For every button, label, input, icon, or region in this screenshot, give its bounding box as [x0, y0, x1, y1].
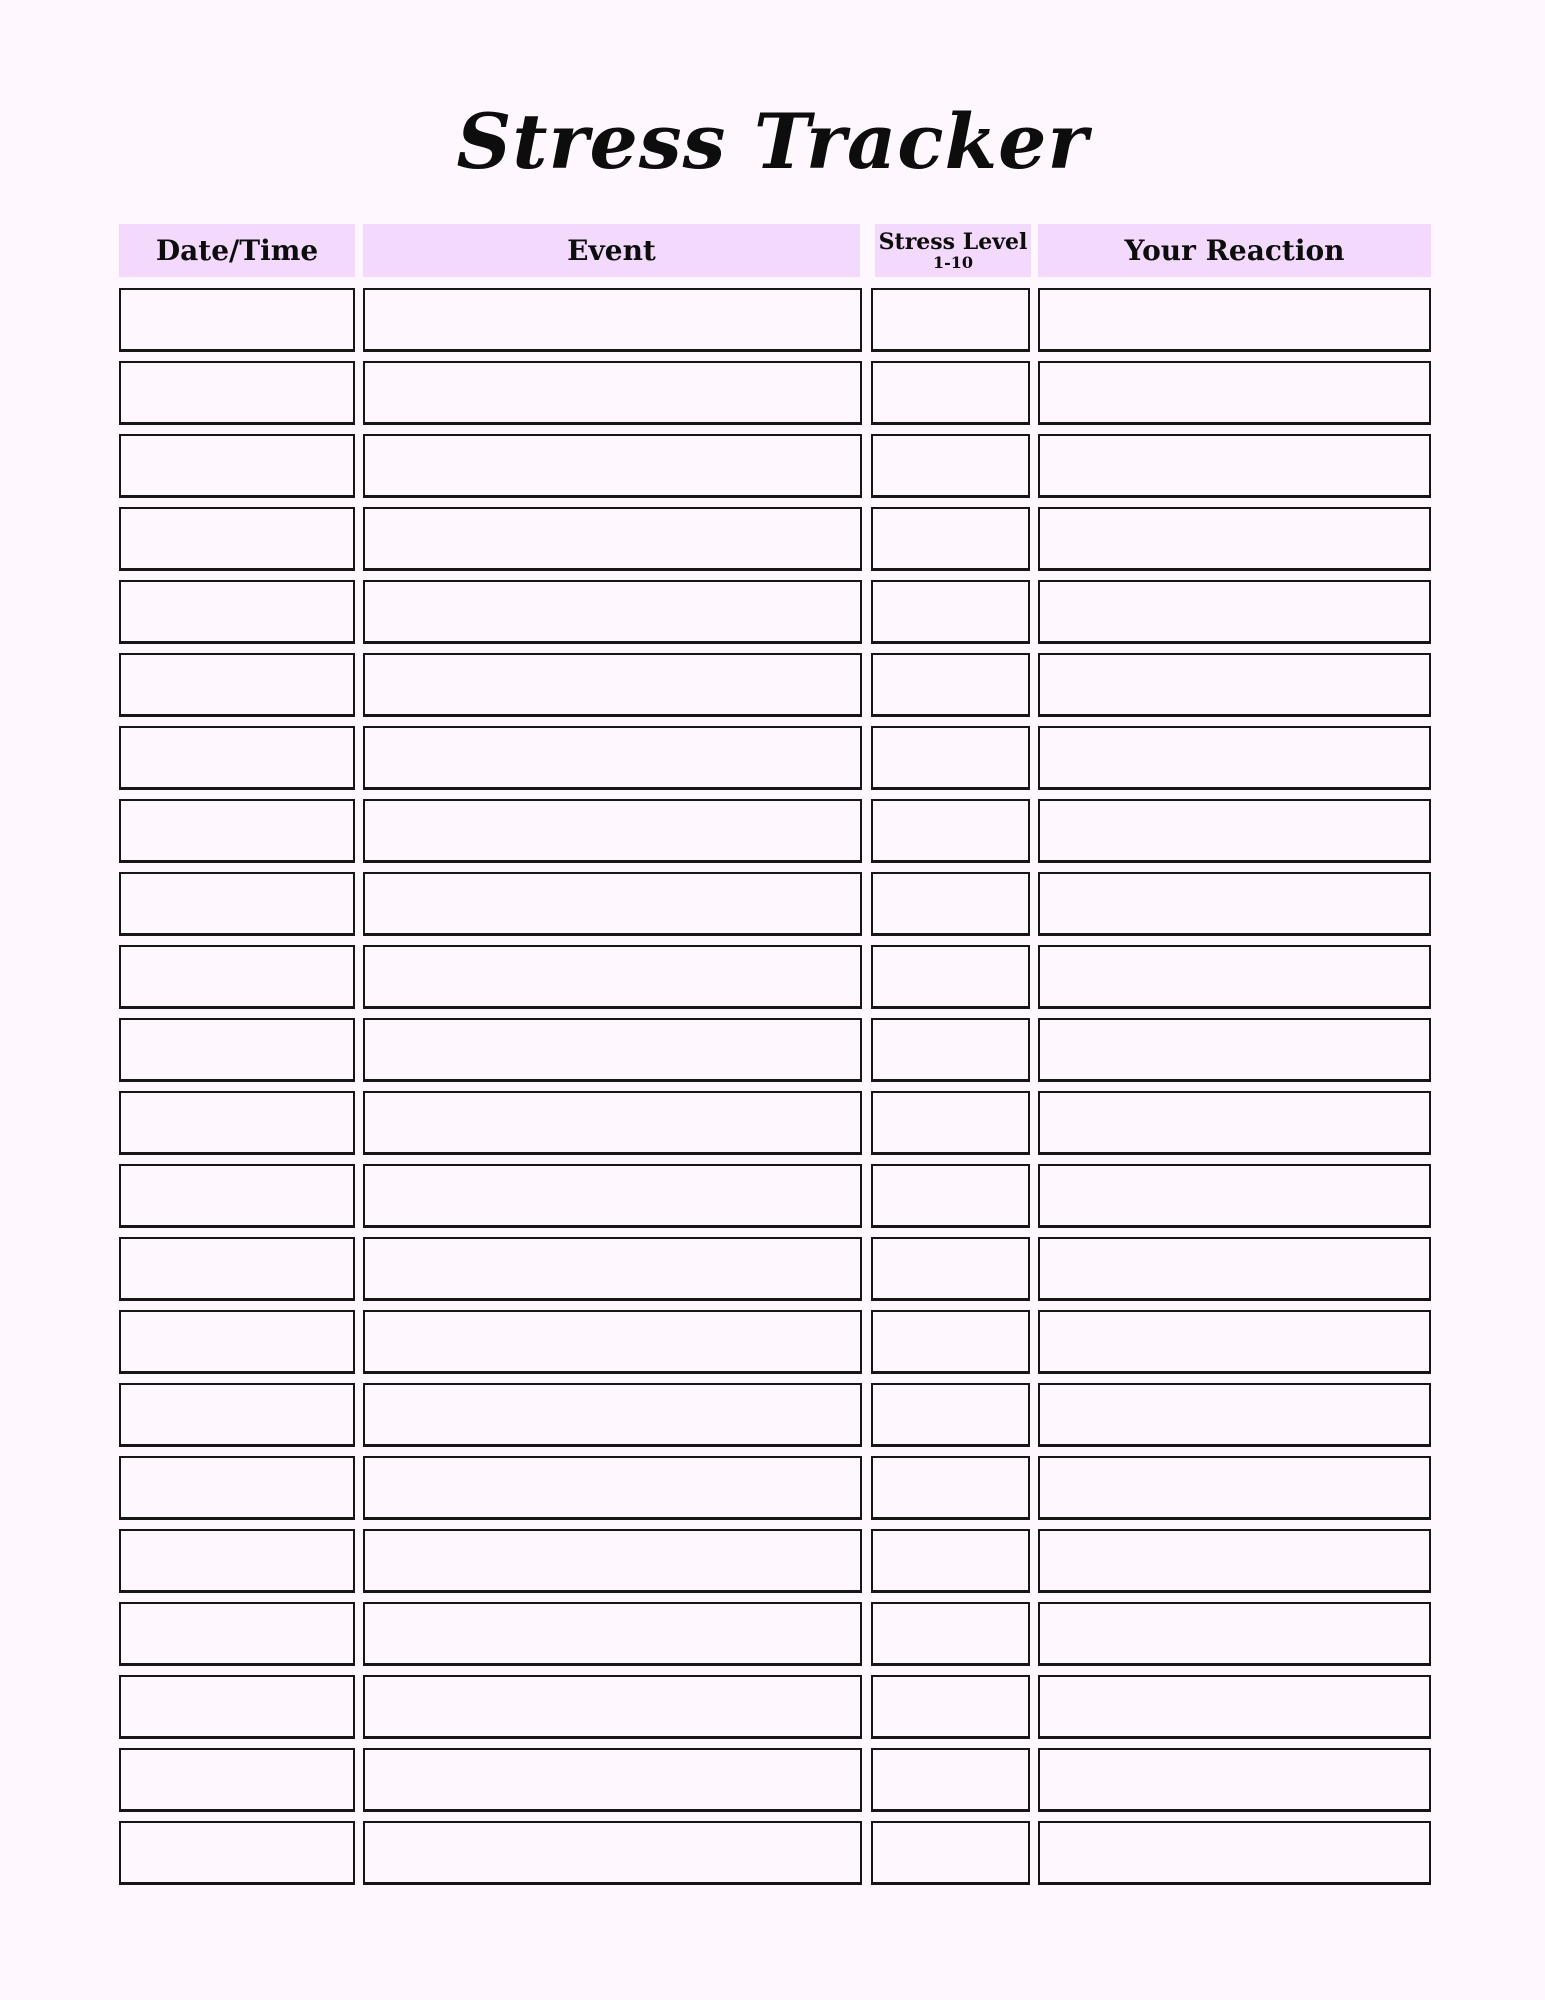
stress-level-field[interactable]: [871, 580, 1030, 644]
date-time-field[interactable]: [119, 1310, 355, 1374]
reaction-field[interactable]: [1038, 1529, 1431, 1593]
table-row: [0, 434, 1545, 498]
reaction-field[interactable]: [1038, 1602, 1431, 1666]
column-header-label: Stress Level: [878, 229, 1028, 255]
reaction-field[interactable]: [1038, 580, 1431, 644]
date-time-field[interactable]: [119, 799, 355, 863]
stress-level-field[interactable]: [871, 1237, 1030, 1301]
table-row: [0, 726, 1545, 790]
reaction-field[interactable]: [1038, 1237, 1431, 1301]
table-row: [0, 580, 1545, 644]
event-field[interactable]: [363, 1310, 862, 1374]
date-time-field[interactable]: [119, 361, 355, 425]
date-time-field[interactable]: [119, 1237, 355, 1301]
date-time-field[interactable]: [119, 653, 355, 717]
event-field[interactable]: [363, 434, 862, 498]
table-row: [0, 1821, 1545, 1885]
stress-level-field[interactable]: [871, 1821, 1030, 1885]
column-header-label: Event: [567, 234, 656, 267]
reaction-field[interactable]: [1038, 1456, 1431, 1520]
event-field[interactable]: [363, 653, 862, 717]
event-field[interactable]: [363, 580, 862, 644]
table-row: [0, 1456, 1545, 1520]
event-field[interactable]: [363, 1675, 862, 1739]
event-field[interactable]: [363, 1018, 862, 1082]
table-row: [0, 653, 1545, 717]
date-time-field[interactable]: [119, 726, 355, 790]
stress-level-field[interactable]: [871, 726, 1030, 790]
reaction-field[interactable]: [1038, 1018, 1431, 1082]
reaction-field[interactable]: [1038, 1091, 1431, 1155]
reaction-field[interactable]: [1038, 1748, 1431, 1812]
table-row: [0, 1091, 1545, 1155]
stress-level-field[interactable]: [871, 434, 1030, 498]
stress-level-field[interactable]: [871, 872, 1030, 936]
event-field[interactable]: [363, 507, 862, 571]
table-row: [0, 507, 1545, 571]
stress-level-field[interactable]: [871, 1164, 1030, 1228]
date-time-field[interactable]: [119, 1164, 355, 1228]
reaction-field[interactable]: [1038, 288, 1431, 352]
date-time-field[interactable]: [119, 1748, 355, 1812]
event-field[interactable]: [363, 945, 862, 1009]
stress-level-field[interactable]: [871, 1529, 1030, 1593]
date-time-field[interactable]: [119, 1018, 355, 1082]
event-field[interactable]: [363, 1602, 862, 1666]
reaction-field[interactable]: [1038, 361, 1431, 425]
stress-level-field[interactable]: [871, 1748, 1030, 1812]
date-time-field[interactable]: [119, 507, 355, 571]
stress-level-field[interactable]: [871, 1018, 1030, 1082]
table-row: [0, 872, 1545, 936]
column-header-label: Date/Time: [155, 234, 319, 267]
table-row: [0, 288, 1545, 352]
reaction-field[interactable]: [1038, 1821, 1431, 1885]
date-time-field[interactable]: [119, 1456, 355, 1520]
reaction-field[interactable]: [1038, 507, 1431, 571]
column-header-stress-level: [875, 224, 1031, 277]
stress-level-field[interactable]: [871, 288, 1030, 352]
date-time-field[interactable]: [119, 1675, 355, 1739]
reaction-field[interactable]: [1038, 1383, 1431, 1447]
page-title: Stress Tracker: [456, 97, 1089, 186]
stress-level-field[interactable]: [871, 361, 1030, 425]
event-field[interactable]: [363, 1091, 862, 1155]
event-field[interactable]: [363, 288, 862, 352]
stress-level-field[interactable]: [871, 653, 1030, 717]
date-time-field[interactable]: [119, 580, 355, 644]
column-header-reaction: [1038, 224, 1431, 277]
event-field[interactable]: [363, 1164, 862, 1228]
date-time-field[interactable]: [119, 1383, 355, 1447]
column-header-label: Your Reaction: [1124, 234, 1345, 267]
reaction-field[interactable]: [1038, 945, 1431, 1009]
stress-level-field[interactable]: [871, 1456, 1030, 1520]
table-row: [0, 1529, 1545, 1593]
reaction-field[interactable]: [1038, 1675, 1431, 1739]
reaction-field[interactable]: [1038, 726, 1431, 790]
date-time-field[interactable]: [119, 1602, 355, 1666]
reaction-field[interactable]: [1038, 653, 1431, 717]
date-time-field[interactable]: [119, 1529, 355, 1593]
table-row: [0, 361, 1545, 425]
table-row: [0, 945, 1545, 1009]
event-field[interactable]: [363, 799, 862, 863]
date-time-field[interactable]: [119, 872, 355, 936]
event-field[interactable]: [363, 726, 862, 790]
stress-level-field[interactable]: [871, 507, 1030, 571]
table-row: [0, 1018, 1545, 1082]
stress-level-field[interactable]: [871, 1602, 1030, 1666]
table-row: [0, 1748, 1545, 1812]
table-row: [0, 799, 1545, 863]
stress-level-field[interactable]: [871, 1383, 1030, 1447]
date-time-field[interactable]: [119, 1821, 355, 1885]
reaction-field[interactable]: [1038, 1310, 1431, 1374]
event-field[interactable]: [363, 1456, 862, 1520]
date-time-field[interactable]: [119, 1091, 355, 1155]
date-time-field[interactable]: [119, 288, 355, 352]
table-row: [0, 1310, 1545, 1374]
column-header-event: [363, 224, 860, 277]
stress-level-field[interactable]: [871, 1091, 1030, 1155]
event-field[interactable]: [363, 872, 862, 936]
reaction-field[interactable]: [1038, 1164, 1431, 1228]
event-field[interactable]: [363, 1383, 862, 1447]
event-field[interactable]: [363, 1237, 862, 1301]
table-row: [0, 1164, 1545, 1228]
reaction-field[interactable]: [1038, 434, 1431, 498]
stress-level-field[interactable]: [871, 945, 1030, 1009]
reaction-field[interactable]: [1038, 872, 1431, 936]
column-header-sublabel: 1-10: [932, 253, 974, 272]
table-row: [0, 1602, 1545, 1666]
reaction-field[interactable]: [1038, 799, 1431, 863]
table-row: [0, 1383, 1545, 1447]
table-row: [0, 1675, 1545, 1739]
event-field[interactable]: [363, 1529, 862, 1593]
stress-level-field[interactable]: [871, 1310, 1030, 1374]
event-field[interactable]: [363, 1821, 862, 1885]
column-header-date-time: [119, 224, 355, 277]
event-field[interactable]: [363, 1748, 862, 1812]
event-field[interactable]: [363, 361, 862, 425]
table-row: [0, 1237, 1545, 1301]
stress-level-field[interactable]: [871, 799, 1030, 863]
date-time-field[interactable]: [119, 434, 355, 498]
date-time-field[interactable]: [119, 945, 355, 1009]
stress-level-field[interactable]: [871, 1675, 1030, 1739]
